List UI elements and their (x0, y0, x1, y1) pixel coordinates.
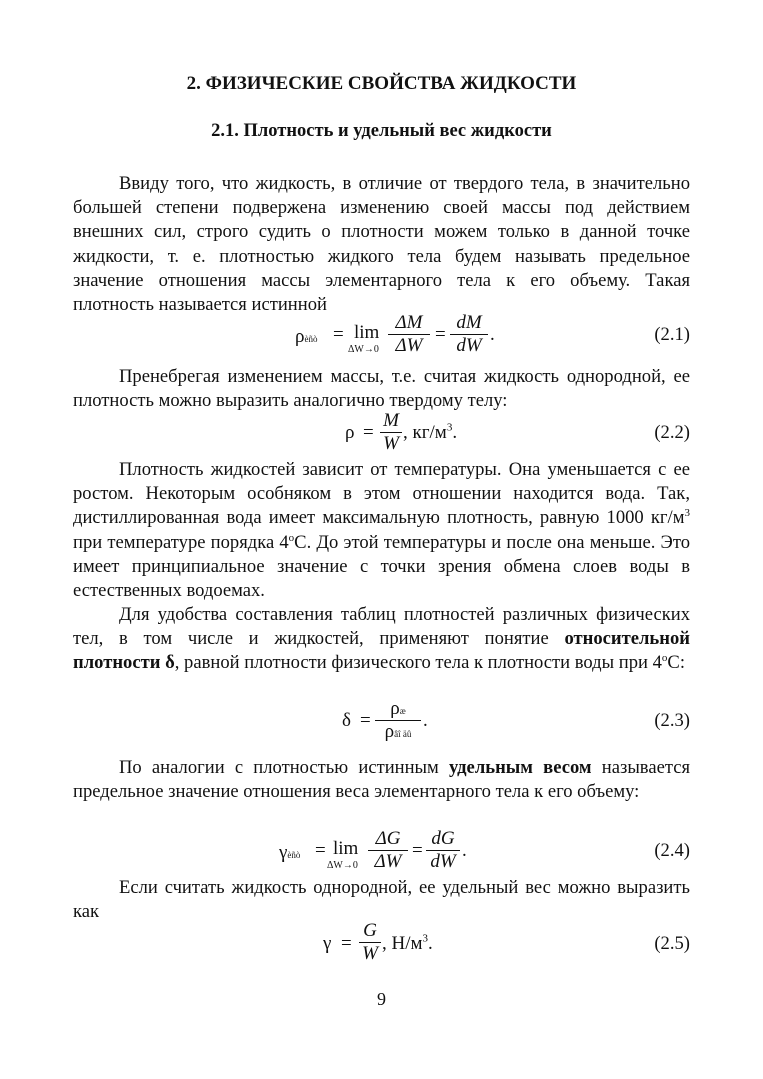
eq5-equals: = (341, 933, 352, 954)
eq1-lhs-sub: èñò (304, 334, 318, 344)
eq1-den-2: dW (456, 335, 482, 356)
eq4-fraction-2 (426, 828, 460, 873)
eq1-equals: = (333, 324, 344, 345)
eq1-fraction-2 (450, 312, 488, 357)
paragraph-4 (73, 603, 690, 676)
eq4-den-1: ΔW (374, 851, 402, 872)
eq3-den-sub: âî äû (394, 729, 412, 739)
eq4-equals: = (315, 840, 326, 861)
eq1-equals-2: = (435, 324, 446, 345)
eq2-period: . (452, 422, 458, 443)
eq4-lhs: γ (279, 842, 288, 863)
eq4-lim: lim (333, 838, 359, 859)
p3-sup-1: 3 (684, 507, 690, 520)
eq3-num: ρ (390, 698, 400, 719)
eq5-num: G (363, 920, 377, 941)
eq3-equals: = (360, 710, 371, 731)
section-heading: 2.1. Плотность и удельный вес жидкости (211, 121, 552, 141)
eq4-num-2: dG (431, 828, 455, 849)
p5-term: удельным весом (449, 757, 592, 778)
eq5-lhs: γ (323, 933, 332, 954)
eq3-period: . (423, 710, 428, 731)
eq3-lhs: δ (342, 710, 351, 731)
eq1-period: . (490, 324, 495, 345)
eq2-fraction (380, 410, 402, 455)
eq1-lim-sub: ΔW→0 (348, 344, 379, 355)
eq4-lhs-sub: èñò (287, 850, 301, 860)
p3-text-b: при температуре порядка 4 (73, 531, 289, 553)
paragraph-2: Пренебрегая изменением массы, т.е. считая жидкость однородной, ее плотность можно выразить аналогично твердому телу: (73, 366, 690, 412)
p4-text-a: Для удобства составления таблиц плотностей различных физических тел, в том числе и жидкостей, применяют понятие (73, 604, 690, 650)
paragraph-5 (73, 756, 690, 804)
p4-text-b: , равной плотности физического тела к плотности воды при 4 (174, 652, 662, 674)
eq1-number: (2.1) (654, 324, 690, 345)
eq2-num: M (383, 410, 399, 431)
eq3-den: ρ (384, 721, 395, 742)
chapter-heading: 2. ФИЗИЧЕСКИЕ СВОЙСТВА ЖИДКОСТИ (186, 73, 577, 94)
eq4-lim-sub: ΔW→0 (327, 860, 358, 871)
eq2-number: (2.2) (654, 422, 690, 443)
paragraph-1: Ввиду того, что жидкость, в отличие от твердого тела, в значительно большей степени подвержена изменению своей массы под действием внешних сил, строго судить о плотности можем только в данной точке жидкости, т. е. плотностью жидкого тела будем называть предельное значение отношения массы элементарного тела к его объему. Такая плотность называется истинной (73, 173, 690, 316)
p4-sup: о (661, 652, 668, 665)
eq2-den: W (383, 433, 399, 454)
p3-sup-2: о (288, 531, 295, 544)
eq2-equals: = (363, 422, 374, 443)
eq5-number: (2.5) (654, 933, 690, 954)
eq5-unit-sup: 3 (422, 932, 429, 945)
eq4-equals-2: = (412, 840, 423, 861)
eq1-den-1: ΔW (395, 335, 423, 356)
p3-text-c: С. До этой температуры и после она меньше. Это имеет принципиальное значение с точки зрения обмена слоев воды в естественных водоемах. (73, 531, 690, 602)
eq5-unit: , Н/м (382, 933, 423, 954)
paragraph-3 (73, 458, 690, 603)
eq1-fraction-1 (388, 312, 430, 357)
eq5-period: . (428, 933, 433, 954)
eq2-unit-sup: 3 (446, 421, 453, 434)
p5-text-a: По аналогии с плотностью истинным (119, 757, 450, 778)
eq4-num-1: ΔG (375, 828, 401, 849)
eq1-lhs: ρ (295, 326, 305, 347)
eq2-unit: , кг/м (403, 422, 447, 443)
eq3-num-sub: æ (399, 706, 406, 716)
eq4-den-2: dW (430, 851, 456, 872)
eq1-num-2: dM (456, 312, 482, 333)
p3-text-a: Плотность жидкостей зависит от температуры. Она уменьшается с ее ростом. Некоторым особняком в этом отношении находится вода. Так, дистиллированная вода имеет максимальную плотность, равную 1000 кг/м (73, 459, 690, 529)
eq1-num-1: ΔM (395, 312, 423, 333)
eq1-lim: lim (354, 322, 380, 343)
eq4-period: . (462, 840, 467, 861)
eq5-fraction (359, 920, 381, 965)
eq2-lhs: ρ (345, 422, 355, 443)
p5-text-b: называется предельное значение отношения веса элементарного тела к его объему: (73, 757, 691, 803)
eq3-number: (2.3) (654, 710, 690, 731)
paragraph-6: Если считать жидкость однородной, ее удельный вес можно выразить как (73, 877, 690, 923)
eq3-fraction (375, 698, 421, 743)
p4-term: относительной плотности δ (73, 628, 690, 674)
eq4-number: (2.4) (654, 840, 690, 861)
page-number: 9 (377, 989, 386, 1009)
p4-text-c: С: (667, 652, 685, 674)
eq5-den: W (362, 943, 378, 964)
eq4-fraction-1 (368, 828, 408, 873)
